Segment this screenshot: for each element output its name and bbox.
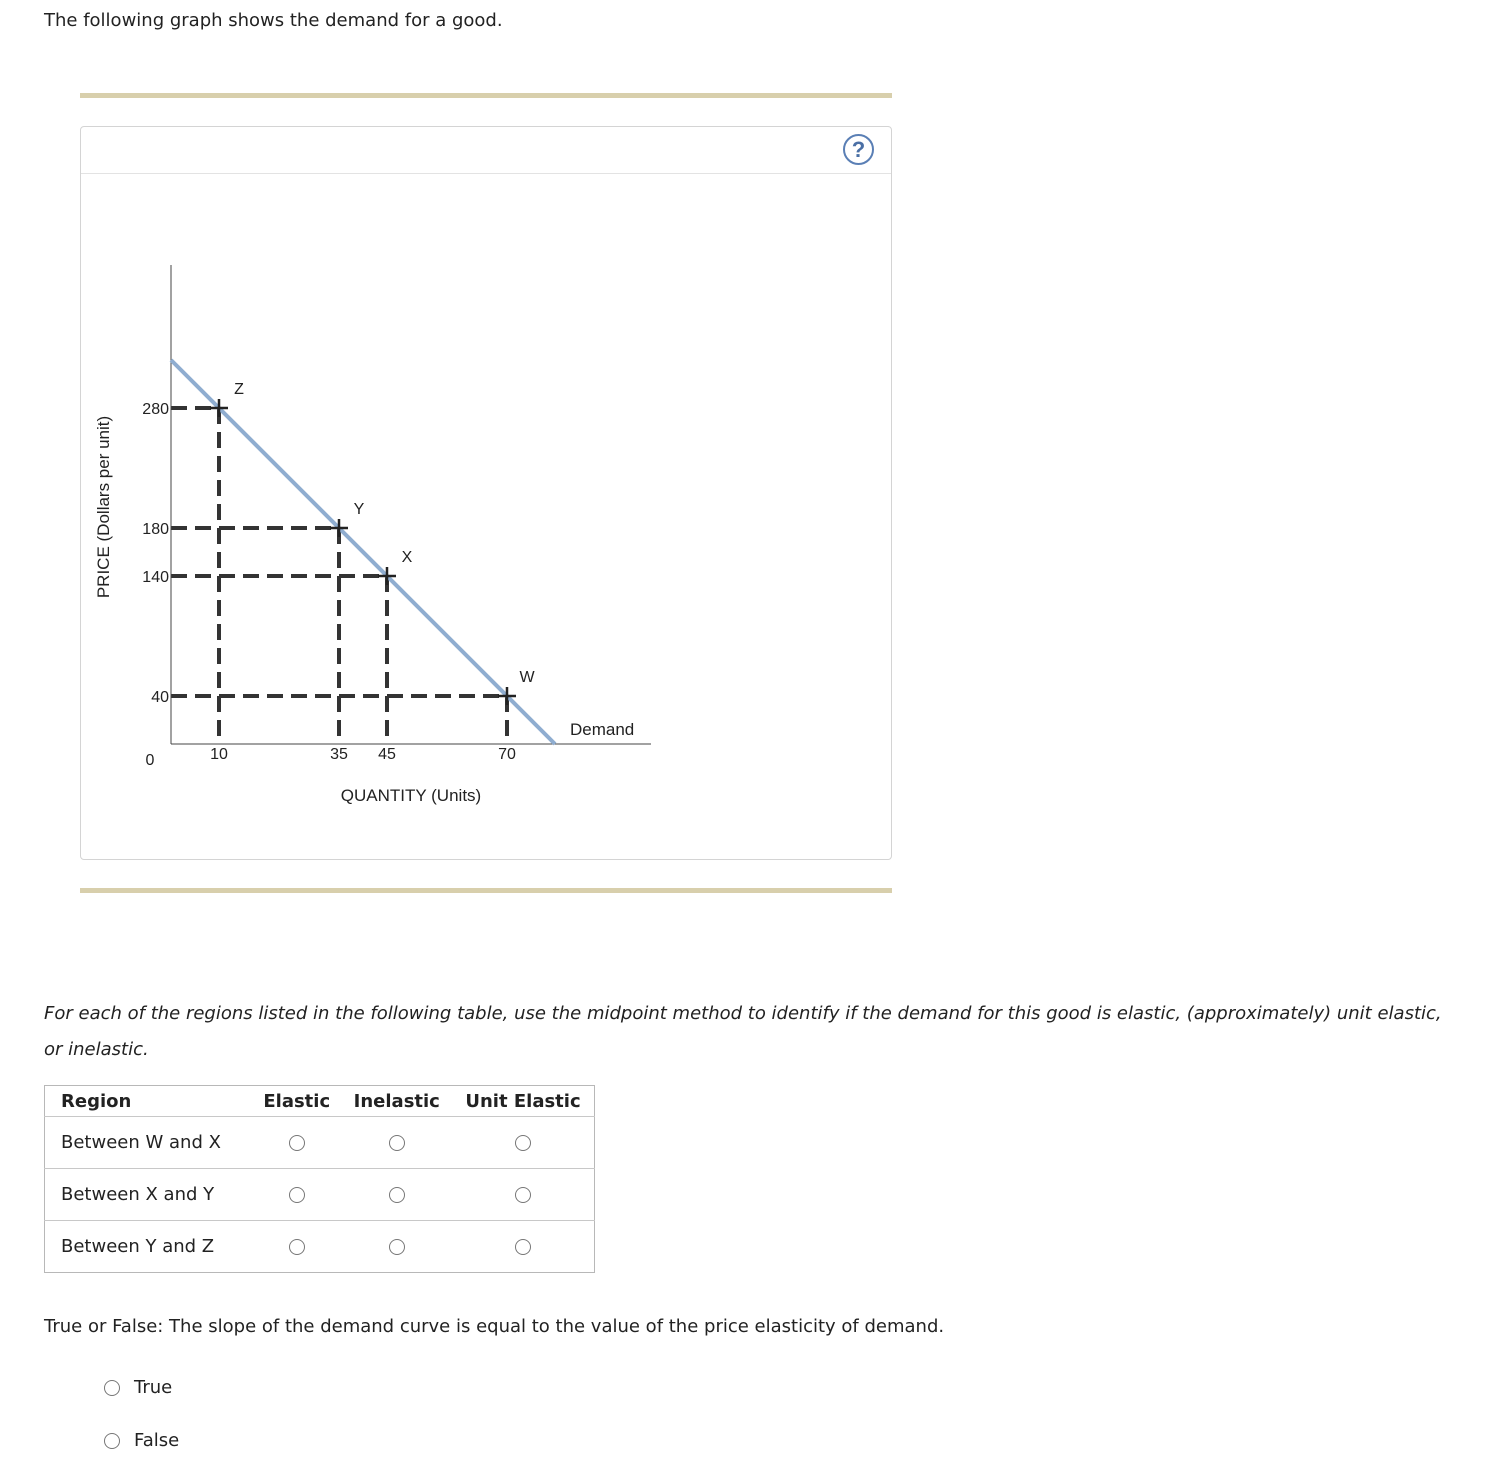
table-row — [45, 1169, 595, 1221]
intro-text: The following graph shows the demand for a good. — [44, 10, 503, 31]
table-row — [45, 1221, 595, 1273]
true-label: True — [134, 1377, 173, 1398]
y-tick-label: 140 — [142, 569, 169, 586]
false-option[interactable] — [104, 1430, 179, 1451]
top-divider — [80, 93, 892, 98]
true-radio[interactable] — [104, 1380, 120, 1396]
bottom-divider — [80, 888, 892, 893]
radio-xy-inelastic[interactable] — [389, 1187, 405, 1203]
demand-curve — [171, 360, 555, 744]
false-label: False — [134, 1430, 180, 1451]
header-unit-elastic: Unit Elastic — [465, 1090, 581, 1112]
elasticity-table — [44, 1085, 595, 1273]
radio-xy-unit-elastic[interactable] — [515, 1187, 531, 1203]
true-false-question: True or False: The slope of the demand curve is equal to the value of the price elasticity of demand. — [44, 1316, 945, 1337]
demand-chart — [81, 127, 891, 859]
y-tick-label: 40 — [151, 689, 169, 706]
origin-label: 0 — [145, 752, 155, 769]
question-text: For each of the regions listed in the following table, use the midpoint method to identify if the demand for this good is elastic, (approximately) unit elastic, or inelastic. — [44, 1003, 1442, 1060]
y-axis-label: PRICE (Dollars per unit) — [94, 415, 113, 599]
region-label: Between W and X — [45, 1117, 253, 1169]
point-markers[interactable] — [210, 381, 535, 705]
true-option[interactable] — [104, 1377, 172, 1398]
demand-label: Demand — [570, 720, 635, 739]
radio-wx-elastic[interactable] — [289, 1135, 305, 1151]
radio-xy-elastic[interactable] — [289, 1187, 305, 1203]
x-ticks — [210, 746, 516, 763]
point-label-z: Z — [234, 381, 244, 398]
radio-yz-inelastic[interactable] — [389, 1239, 405, 1255]
y-ticks — [142, 401, 169, 706]
graph-panel — [80, 126, 892, 860]
header-region: Region — [61, 1090, 132, 1112]
x-tick-label: 10 — [210, 746, 228, 763]
x-tick-label: 45 — [378, 746, 396, 763]
x-axis-label: QUANTITY (Units) — [340, 786, 482, 805]
point-label-x: X — [401, 549, 413, 566]
guide-lines — [171, 408, 507, 744]
y-tick-label: 280 — [142, 401, 169, 418]
x-tick-label: 35 — [330, 746, 348, 763]
false-radio[interactable] — [104, 1433, 120, 1449]
table-header-row — [45, 1086, 595, 1117]
radio-wx-unit-elastic[interactable] — [515, 1135, 531, 1151]
table-row — [45, 1117, 595, 1169]
header-elastic: Elastic — [263, 1090, 331, 1112]
region-label: Between Y and Z — [45, 1221, 253, 1273]
radio-yz-elastic[interactable] — [289, 1239, 305, 1255]
y-tick-label: 180 — [142, 521, 169, 538]
point-label-y: Y — [353, 501, 365, 518]
radio-yz-unit-elastic[interactable] — [515, 1239, 531, 1255]
header-inelastic: Inelastic — [353, 1090, 440, 1112]
x-tick-label: 70 — [498, 746, 516, 763]
help-icon[interactable]: ? — [843, 134, 874, 165]
region-label: Between X and Y — [45, 1169, 253, 1221]
radio-wx-inelastic[interactable] — [389, 1135, 405, 1151]
point-label-w: W — [519, 669, 535, 686]
